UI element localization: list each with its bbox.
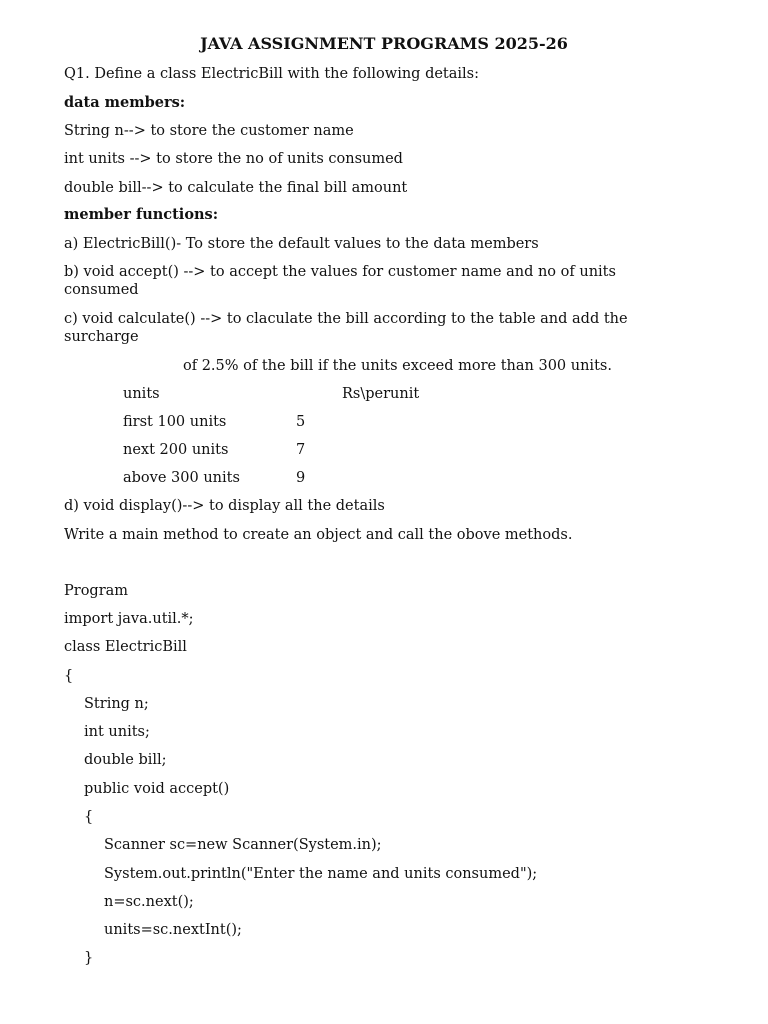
code-line: n=sc.next(); (104, 894, 194, 910)
table-row-rate: 7 (296, 442, 306, 458)
member-functions-heading: member functions: (64, 206, 219, 223)
code-line: import java.util.*; (64, 611, 194, 627)
code-line: Scanner sc=new Scanner(System.in); (104, 837, 382, 853)
table-header-rate: Rs\perunit (342, 386, 420, 402)
code-line: { (64, 668, 74, 684)
function-d: d) void display()--> to display all the details (64, 498, 385, 514)
data-member-line: double bill--> to calculate the final bill amount (64, 180, 408, 196)
table-header-units: units (123, 386, 160, 402)
page-title: JAVA ASSIGNMENT PROGRAMS 2025-26 (200, 34, 568, 53)
data-member-line: String n--> to store the customer name (64, 123, 354, 139)
function-c: c) void calculate() --> to claculate the bill according to the table and add the surcharge (64, 311, 628, 345)
data-member-line: int units --> to store the no of units consumed (64, 151, 403, 167)
table-row-units: first 100 units (123, 414, 227, 430)
code-line: System.out.println("Enter the name and units consumed"); (104, 866, 538, 882)
question-intro: Q1. Define a class ElectricBill with the following details: (64, 66, 479, 82)
program-heading: Program (64, 583, 129, 599)
table-row-units: next 200 units (123, 442, 229, 458)
table-row-rate: 5 (296, 414, 306, 430)
code-line: { (84, 809, 94, 825)
function-c-continued: of 2.5% of the bill if the units exceed more than 300 units. (183, 358, 612, 374)
main-method-instruction: Write a main method to create an object and call the obove methods. (64, 527, 573, 543)
code-line: String n; (84, 696, 149, 712)
data-members-heading: data members: (64, 94, 186, 111)
code-line: units=sc.nextInt(); (104, 922, 242, 938)
code-line: class ElectricBill (64, 639, 187, 655)
function-a: a) ElectricBill()- To store the default values to the data members (64, 236, 539, 252)
code-line: public void accept() (84, 781, 230, 797)
function-b: b) void accept() --> to accept the values for customer name and no of units consumed (64, 264, 616, 298)
code-line: } (84, 950, 94, 966)
code-line: int units; (84, 724, 150, 740)
table-row-units: above 300 units (123, 470, 240, 486)
code-line: double bill; (84, 752, 167, 768)
table-row-rate: 9 (296, 470, 306, 486)
